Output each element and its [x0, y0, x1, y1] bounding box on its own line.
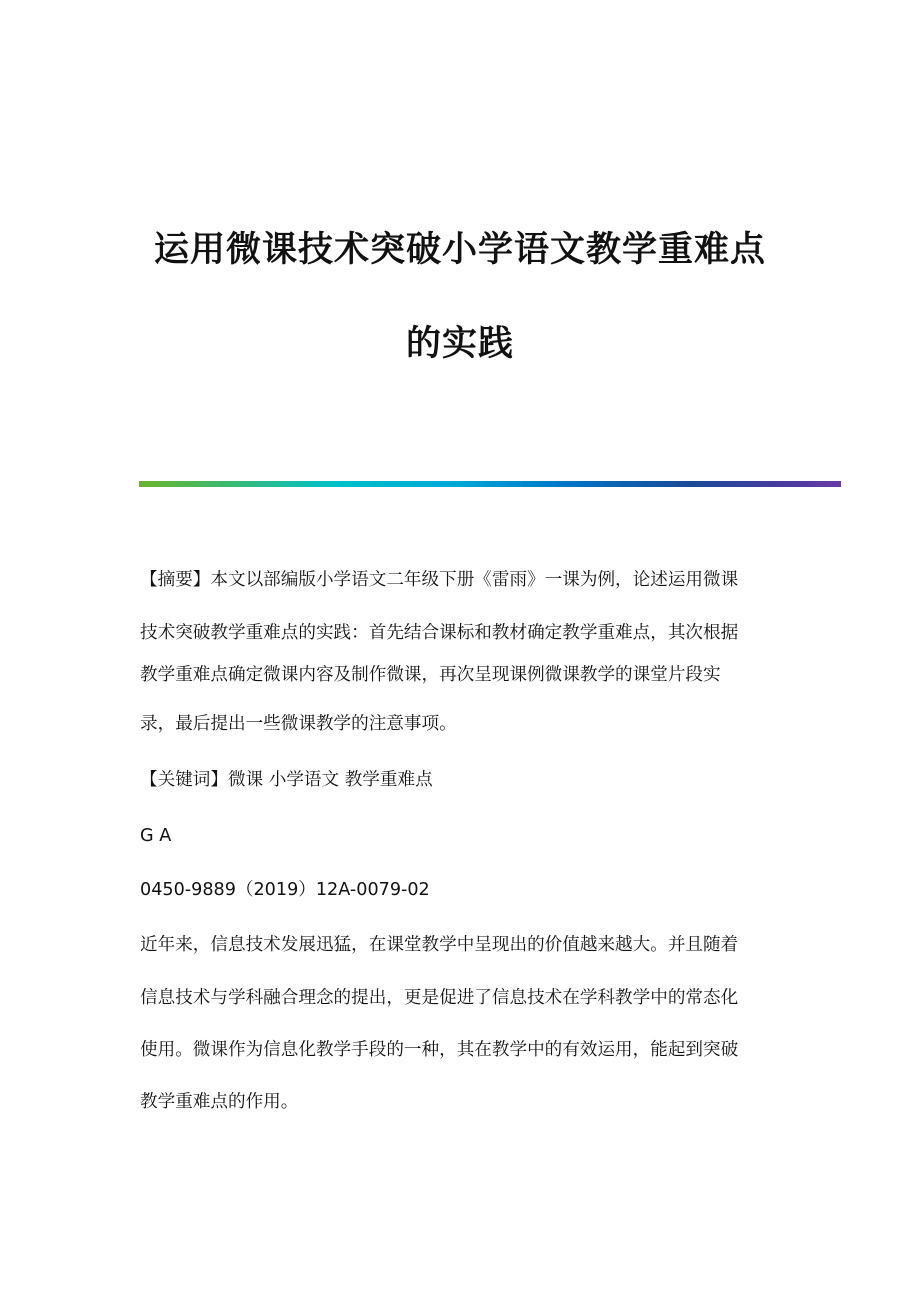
- abstract-line: 技术突破教学重难点的实践：首先结合课标和教材确定教学重难点，其次根据: [140, 623, 739, 643]
- abstract-line: 录，最后提出一些微课教学的注意事项。: [140, 714, 457, 734]
- title-line-1: 运用微课技术突破小学语文教学重难点: [153, 229, 766, 270]
- gradient-divider: [139, 481, 841, 487]
- classification: G A: [140, 826, 172, 846]
- abstract-line: 【摘要】本文以部编版小学语文二年级下册《雷雨》一课为例，论述运用微课: [140, 570, 739, 590]
- article-id: 0450-9889（2019）12A-0079-02: [140, 880, 430, 900]
- keywords: 【关键词】微课 小学语文 教学重难点: [140, 770, 433, 790]
- title-line-2: 的实践: [405, 323, 514, 364]
- abstract-line: 教学重难点确定微课内容及制作微课，再次呈现课例微课教学的课堂片段实: [140, 665, 721, 685]
- body-line: 使用。微课作为信息化教学手段的一种，其在教学中的有效运用，能起到突破: [140, 1040, 739, 1060]
- body-line: 近年来，信息技术发展迅猛，在课堂教学中呈现出的价值越来越大。并且随着: [140, 935, 739, 955]
- body-line: 信息技术与学科融合理念的提出，更是促进了信息技术在学科教学中的常态化: [140, 988, 739, 1008]
- body-line: 教学重难点的作用。: [140, 1092, 299, 1112]
